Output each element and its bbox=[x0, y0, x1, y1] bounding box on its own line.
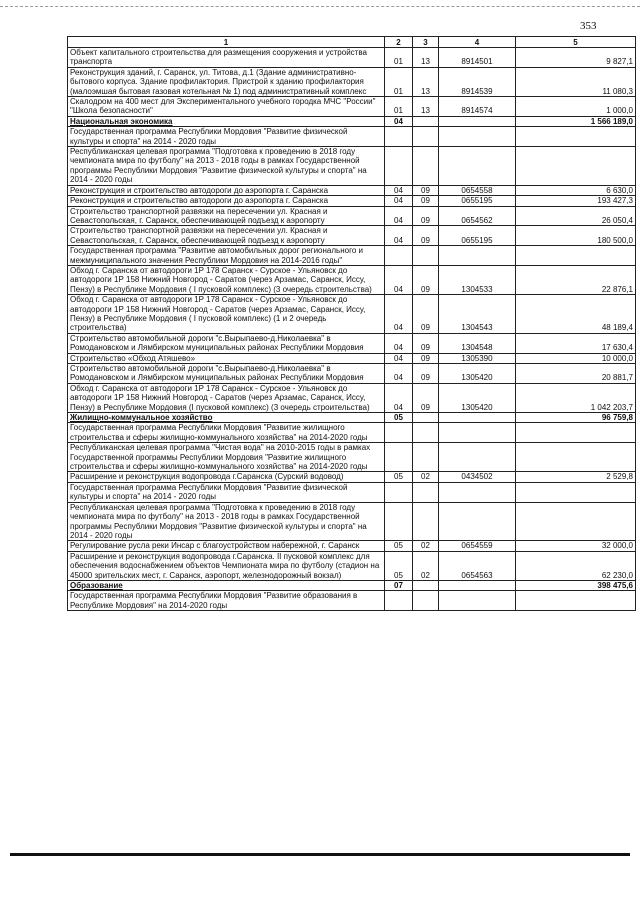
row-section-cell bbox=[385, 591, 413, 611]
row-name-cell: Образование bbox=[68, 580, 385, 590]
row-section-cell: 04 bbox=[385, 333, 413, 353]
row-target-article-cell: 0654563 bbox=[439, 551, 516, 580]
row-subsection-cell: 09 bbox=[413, 206, 439, 226]
row-subsection-cell bbox=[413, 246, 439, 266]
row-subsection-cell bbox=[413, 482, 439, 502]
row-section-cell: 01 bbox=[385, 48, 413, 68]
row-name-cell: Обход г. Саранска от автодороги 1Р 178 Саранск - Сурское - Ульяновск до автодороги 1Р 158 Нижний Новгород - Саратов (через Арзамас, Саранск, Иссу, Пензу) в Республике Мордовия ( I пусковой комплекс) (1 и 2 очередь строительства) bbox=[68, 295, 385, 334]
row-section-cell: 04 bbox=[385, 226, 413, 246]
row-subsection-cell: 09 bbox=[413, 196, 439, 206]
scan-top-rule bbox=[0, 6, 640, 7]
row-amount-cell bbox=[516, 147, 636, 186]
row-section-cell bbox=[385, 423, 413, 443]
row-target-article-cell: 8914539 bbox=[439, 67, 516, 96]
row-section-cell: 04 bbox=[385, 364, 413, 384]
row-subsection-cell bbox=[413, 580, 439, 590]
row-name-cell: Республиканская целевая программа "Подготовка к проведению в 2018 году чемпионата мира по футболу" на 2013 - 2018 годы в рамках Государственной программы Республики Мордовия "Развитие физической культуры и спорта" на 2014 - 2020 годы bbox=[68, 502, 385, 541]
budget-table bbox=[67, 36, 636, 611]
row-name-cell: Строительство транспортной развязки на пересечении ул. Красная и Севастопольская, г. Саранск, обеспечивающей подъезд к аэропорту bbox=[68, 206, 385, 226]
row-amount-cell: 2 529,8 bbox=[516, 472, 636, 482]
row-name-cell: Расширение и реконструкция водопровода г.Саранска (Сурский водовод) bbox=[68, 472, 385, 482]
row-name-cell: Реконструкция зданий, г. Саранск, ул. Титова, д.1 (Здание административно-бытового корпуса. Здание профилактория. Пристрой к зданию профилактория (малоэмшая бытовая газовая котельная № 1) под административный комплекс bbox=[68, 67, 385, 96]
row-target-article-cell: 0654562 bbox=[439, 206, 516, 226]
page-number: 353 bbox=[580, 20, 597, 32]
row-name-cell: Реконструкция и строительство автодороги до аэропорта г. Саранска bbox=[68, 196, 385, 206]
row-amount-cell: 1 566 189,0 bbox=[516, 116, 636, 126]
row-section-cell bbox=[385, 502, 413, 541]
row-subsection-cell: 13 bbox=[413, 48, 439, 68]
row-name-cell: Расширение и реконструкция водопровода г.Саранска. II пусковой комплекс для обеспечения водоснабжением объектов Чемпионата мира по футболу (стадион на 45000 зрительских мест, г. Саранск, аэропорт, железнодорожный вокзал) bbox=[68, 551, 385, 580]
row-amount-cell: 26 050,4 bbox=[516, 206, 636, 226]
table-header-row bbox=[68, 37, 636, 48]
header-cell-amount: 5 bbox=[516, 37, 636, 48]
row-amount-cell: 1 000,0 bbox=[516, 97, 636, 117]
row-subsection-cell: 13 bbox=[413, 67, 439, 96]
row-amount-cell: 10 000,0 bbox=[516, 353, 636, 363]
table-row bbox=[68, 147, 636, 186]
row-name-cell: Строительство автомобильной дороги "с.Вырыпаево-д.Николаевка" в Ромодановском и Лямбирском муниципальных районах Республики Мордовия bbox=[68, 333, 385, 353]
row-target-article-cell: 8914501 bbox=[439, 48, 516, 68]
row-amount-cell: 48 189,4 bbox=[516, 295, 636, 334]
row-name-cell: Обход г. Саранска от автодороги 1Р 178 Саранск - Сурское - Ульяновск до автодороги 1Р 158 Нижний Новгород - Саратов (через Арзамас, Саранск, Иссу, Пензу) в Республике Мордовия ( I пусковой комплекс) (3 очередь строительства) bbox=[68, 265, 385, 294]
row-target-article-cell bbox=[439, 127, 516, 147]
row-amount-cell bbox=[516, 443, 636, 472]
row-subsection-cell: 09 bbox=[413, 265, 439, 294]
row-target-article-cell bbox=[439, 502, 516, 541]
row-subsection-cell bbox=[413, 443, 439, 472]
row-section-cell: 04 bbox=[385, 196, 413, 206]
row-amount-cell: 32 000,0 bbox=[516, 541, 636, 551]
row-amount-cell: 17 630,4 bbox=[516, 333, 636, 353]
row-amount-cell bbox=[516, 502, 636, 541]
row-target-article-cell: 0655195 bbox=[439, 196, 516, 206]
table-row bbox=[68, 541, 636, 551]
table-row bbox=[68, 591, 636, 611]
header-cell-name: 1 bbox=[68, 37, 385, 48]
table-row bbox=[68, 482, 636, 502]
row-subsection-cell bbox=[413, 413, 439, 423]
row-subsection-cell bbox=[413, 147, 439, 186]
table-row bbox=[68, 67, 636, 96]
table-row bbox=[68, 333, 636, 353]
row-subsection-cell: 09 bbox=[413, 333, 439, 353]
row-section-cell bbox=[385, 127, 413, 147]
row-section-cell bbox=[385, 246, 413, 266]
row-amount-cell: 11 080,3 bbox=[516, 67, 636, 96]
row-name-cell: Государственная программа Республики Мордовия "Развитие физической культуры и спорта" на 2014 - 2020 годы bbox=[68, 127, 385, 147]
row-section-cell: 05 bbox=[385, 541, 413, 551]
scan-bottom-rule bbox=[10, 853, 630, 856]
row-amount-cell: 180 500,0 bbox=[516, 226, 636, 246]
row-name-cell: Скалодром на 400 мест для Экспериментального учебного городка МЧС "России" "Школа безопасности" bbox=[68, 97, 385, 117]
row-subsection-cell: 09 bbox=[413, 364, 439, 384]
table-row bbox=[68, 364, 636, 384]
table-row bbox=[68, 580, 636, 590]
table-row bbox=[68, 206, 636, 226]
row-subsection-cell: 09 bbox=[413, 226, 439, 246]
row-target-article-cell: 8914574 bbox=[439, 97, 516, 117]
table-row bbox=[68, 413, 636, 423]
row-amount-cell: 20 881,7 bbox=[516, 364, 636, 384]
row-name-cell: Государственная программа "Развитие автомобильных дорог регионального и межмуниципального значения Республики Мордовия на 2014-2016 годы" bbox=[68, 246, 385, 266]
row-subsection-cell bbox=[413, 127, 439, 147]
row-name-cell: Строительство автомобильной дороги "с.Вырыпаево-д.Николаевка" в Ромодановском и Лямбирском муниципальных районах Республики Мордовия bbox=[68, 364, 385, 384]
table-row bbox=[68, 196, 636, 206]
header-cell-target-article: 4 bbox=[439, 37, 516, 48]
row-target-article-cell bbox=[439, 443, 516, 472]
row-name-cell: Объект капитального строительства для размещения сооружения и устройства транспорта bbox=[68, 48, 385, 68]
row-section-cell: 01 bbox=[385, 67, 413, 96]
row-section-cell: 04 bbox=[385, 295, 413, 334]
row-amount-cell bbox=[516, 127, 636, 147]
row-name-cell: Республиканская целевая программа "Подготовка к проведению в 2018 году чемпионата мира по футболу" на 2013 - 2018 годы в рамках Государственной программы Республики Мордовия "Развитие физической культуры и спорта" на 2014 - 2020 годы bbox=[68, 147, 385, 186]
row-target-article-cell bbox=[439, 482, 516, 502]
row-target-article-cell: 0655195 bbox=[439, 226, 516, 246]
row-subsection-cell: 13 bbox=[413, 97, 439, 117]
table-row bbox=[68, 353, 636, 363]
row-target-article-cell bbox=[439, 423, 516, 443]
row-amount-cell bbox=[516, 423, 636, 443]
row-subsection-cell: 09 bbox=[413, 353, 439, 363]
table-row bbox=[68, 383, 636, 412]
row-target-article-cell: 0434502 bbox=[439, 472, 516, 482]
table-row bbox=[68, 97, 636, 117]
row-section-cell: 04 bbox=[385, 116, 413, 126]
row-amount-cell: 22 876,1 bbox=[516, 265, 636, 294]
row-amount-cell: 193 427,3 bbox=[516, 196, 636, 206]
table-row bbox=[68, 265, 636, 294]
table-row bbox=[68, 116, 636, 126]
row-name-cell: Реконструкция и строительство автодороги до аэропорта г. Саранска bbox=[68, 185, 385, 195]
row-section-cell: 04 bbox=[385, 185, 413, 195]
row-section-cell bbox=[385, 147, 413, 186]
row-section-cell bbox=[385, 443, 413, 472]
row-amount-cell: 398 475,6 bbox=[516, 580, 636, 590]
row-target-article-cell: 1305420 bbox=[439, 364, 516, 384]
table-row bbox=[68, 551, 636, 580]
row-target-article-cell: 1304543 bbox=[439, 295, 516, 334]
header-cell-section: 2 bbox=[385, 37, 413, 48]
row-section-cell: 04 bbox=[385, 265, 413, 294]
table-row bbox=[68, 246, 636, 266]
row-subsection-cell: 02 bbox=[413, 541, 439, 551]
table-row bbox=[68, 127, 636, 147]
row-section-cell: 01 bbox=[385, 97, 413, 117]
table-row bbox=[68, 226, 636, 246]
row-subsection-cell: 09 bbox=[413, 295, 439, 334]
row-name-cell: Обход г. Саранска от автодороги 1Р 178 Саранск - Сурское - Ульяновск до автодороги 1Р 158 Нижний Новгород - Саратов (через Арзамас, Саранск, Иссу, Пензу) в Республике Мордовия (I пусковой комплекс) (3 очередь строительства) bbox=[68, 383, 385, 412]
row-section-cell: 05 bbox=[385, 472, 413, 482]
row-name-cell: Государственная программа Республики Мордовия "Развитие образования в Республике Мордовия" на 2014-2020 годы bbox=[68, 591, 385, 611]
row-section-cell: 05 bbox=[385, 413, 413, 423]
row-section-cell: 04 bbox=[385, 383, 413, 412]
header-cell-subsection: 3 bbox=[413, 37, 439, 48]
row-target-article-cell bbox=[439, 591, 516, 611]
row-amount-cell: 1 042 203,7 bbox=[516, 383, 636, 412]
row-section-cell: 04 bbox=[385, 206, 413, 226]
row-subsection-cell bbox=[413, 591, 439, 611]
row-amount-cell bbox=[516, 591, 636, 611]
row-amount-cell: 6 630,0 bbox=[516, 185, 636, 195]
row-target-article-cell: 0654559 bbox=[439, 541, 516, 551]
row-amount-cell: 96 759,8 bbox=[516, 413, 636, 423]
row-section-cell: 04 bbox=[385, 353, 413, 363]
row-target-article-cell bbox=[439, 580, 516, 590]
table-row bbox=[68, 295, 636, 334]
row-target-article-cell bbox=[439, 147, 516, 186]
row-amount-cell bbox=[516, 482, 636, 502]
row-name-cell: Государственная программа Республики Мордовия "Развитие жилищного строительства и сферы жилищно-коммунального хозяйства" на 2014-2020 годы bbox=[68, 423, 385, 443]
row-name-cell: Строительство транспортной развязки на пересечении ул. Красная и Севастопольская, г. Саранск, обеспечивающей подъезд к аэропорту bbox=[68, 226, 385, 246]
row-target-article-cell: 0654558 bbox=[439, 185, 516, 195]
row-target-article-cell: 1305420 bbox=[439, 383, 516, 412]
row-subsection-cell: 09 bbox=[413, 185, 439, 195]
row-amount-cell: 9 827,1 bbox=[516, 48, 636, 68]
row-target-article-cell: 1305390 bbox=[439, 353, 516, 363]
row-amount-cell: 62 230,0 bbox=[516, 551, 636, 580]
row-name-cell: Жилищно-коммунальное хозяйство bbox=[68, 413, 385, 423]
row-subsection-cell bbox=[413, 502, 439, 541]
row-amount-cell bbox=[516, 246, 636, 266]
table-row bbox=[68, 472, 636, 482]
table-row bbox=[68, 423, 636, 443]
row-subsection-cell bbox=[413, 423, 439, 443]
row-name-cell: Строительство «Обход Атяшево» bbox=[68, 353, 385, 363]
row-name-cell: Национальная экономика bbox=[68, 116, 385, 126]
row-target-article-cell: 1304548 bbox=[439, 333, 516, 353]
row-target-article-cell bbox=[439, 413, 516, 423]
table-row bbox=[68, 443, 636, 472]
row-name-cell: Республиканская целевая программа "Чистая вода" на 2010-2015 годы в рамках Государственной программы Республики Мордовия "Развитие жилищного строительства и сферы жилищно-коммунального хозяйства" на 2014-2020 годы bbox=[68, 443, 385, 472]
row-section-cell: 07 bbox=[385, 580, 413, 590]
row-target-article-cell bbox=[439, 116, 516, 126]
row-target-article-cell: 1304533 bbox=[439, 265, 516, 294]
row-subsection-cell: 09 bbox=[413, 383, 439, 412]
table-row bbox=[68, 502, 636, 541]
table-row bbox=[68, 48, 636, 68]
table-row bbox=[68, 185, 636, 195]
row-name-cell: Государственная программа Республики Мордовия "Развитие физической культуры и спорта" на 2014 - 2020 годы bbox=[68, 482, 385, 502]
row-subsection-cell bbox=[413, 116, 439, 126]
row-subsection-cell: 02 bbox=[413, 472, 439, 482]
row-section-cell: 05 bbox=[385, 551, 413, 580]
row-section-cell bbox=[385, 482, 413, 502]
row-name-cell: Регулирование русла реки Инсар с благоустройством набережной, г. Саранск bbox=[68, 541, 385, 551]
row-target-article-cell bbox=[439, 246, 516, 266]
row-subsection-cell: 02 bbox=[413, 551, 439, 580]
